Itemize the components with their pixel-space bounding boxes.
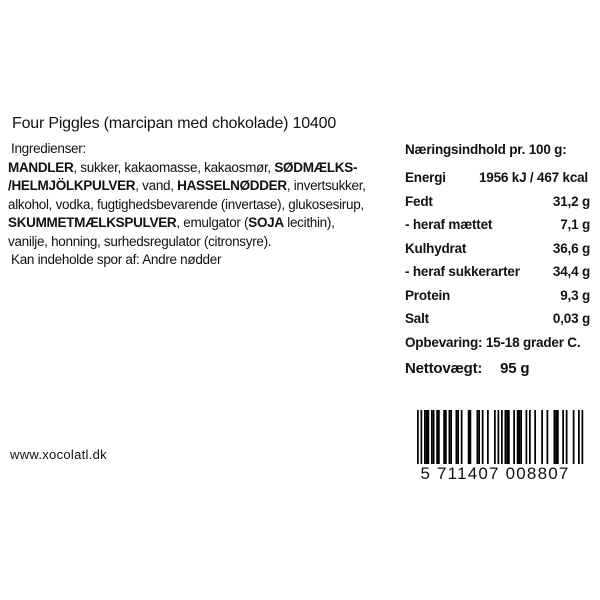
barcode-bar xyxy=(426,410,428,464)
barcode-bar xyxy=(534,410,536,464)
barcode-bar xyxy=(438,410,440,464)
net-weight xyxy=(405,355,590,383)
nutrition-row xyxy=(405,166,590,190)
barcode-bar xyxy=(468,410,470,464)
barcode-bar xyxy=(529,410,531,464)
nutrition-heading: Næringsindhold pr. 100 g: xyxy=(405,142,567,157)
ingredient-text: , vand, xyxy=(135,178,178,193)
barcode-bar xyxy=(519,410,521,464)
barcode-bar xyxy=(470,410,472,464)
barcode-digits: 5 711407 008807 xyxy=(405,464,585,484)
barcode-bar xyxy=(501,410,503,472)
barcode-bar xyxy=(477,410,479,464)
nutrition-row xyxy=(405,190,590,214)
barcode xyxy=(405,410,585,486)
nutrition-row xyxy=(405,284,590,308)
barcode-bar xyxy=(445,410,447,464)
barcode-bar xyxy=(494,410,496,464)
nutrition-row xyxy=(405,213,590,237)
nutrition-value: 36,6 g xyxy=(552,240,590,256)
barcode-bar xyxy=(478,410,480,464)
barcode-bar xyxy=(508,410,510,464)
allergen-text: /HELMJÖLKPULVER xyxy=(8,178,136,193)
ingredients-heading: Ingredienser: xyxy=(11,141,86,156)
barcode-bar xyxy=(547,410,549,464)
barcode-bar xyxy=(555,410,557,464)
barcode-bar xyxy=(517,410,519,464)
barcode-bar xyxy=(424,410,426,464)
nutrition-value: 9,3 g xyxy=(560,287,590,303)
ingredient-text: vanilje, honning, surhedsregulator (citronsyre). xyxy=(8,233,272,249)
allergen-text: SKUMMETMÆLKSPULVER xyxy=(8,215,177,230)
nutrition-label: - heraf sukkerarter xyxy=(405,264,520,279)
allergen-trace-note: Kan indeholde spor af: Andre nødder xyxy=(11,252,222,267)
ingredient-line xyxy=(8,233,378,252)
ingredients-list xyxy=(8,159,378,252)
barcode-bar xyxy=(562,410,564,464)
allergen-text: MANDLER xyxy=(8,159,74,175)
nutrition-table xyxy=(405,142,590,383)
barcode-bar xyxy=(482,410,484,464)
nutrition-label: Protein xyxy=(405,287,451,303)
barcode-bar xyxy=(428,410,430,464)
barcode-bar xyxy=(436,410,438,464)
nutrition-label: Fedt xyxy=(405,193,433,209)
net-weight-label: Nettovægt: xyxy=(405,359,483,377)
nutrition-label: Salt xyxy=(405,311,429,326)
barcode-bar xyxy=(487,410,489,464)
barcode-bar xyxy=(526,410,528,464)
barcode-bar xyxy=(557,410,559,464)
nutrition-label: - heraf mættet xyxy=(405,217,493,232)
barcode-bar xyxy=(506,410,508,464)
barcode-bar xyxy=(505,410,507,464)
barcode-bar xyxy=(433,410,435,464)
nutrition-value: 34,4 g xyxy=(552,264,590,279)
website-url: www.xocolatl.dk xyxy=(10,447,107,462)
barcode-bar xyxy=(566,410,568,464)
nutrition-value: 1956 kJ / 467 kcal xyxy=(478,170,588,185)
barcode-bar xyxy=(498,410,500,472)
barcode-bar xyxy=(456,410,458,464)
ingredient-text: lecithin), xyxy=(283,215,335,230)
barcode-bar xyxy=(431,410,433,464)
nutrition-value: 7,1 g xyxy=(560,217,590,232)
nutrition-value: 0,03 g xyxy=(552,311,590,326)
storage-info: Opbevaring: 15-18 grader C. xyxy=(405,334,581,350)
nutrition-row xyxy=(405,260,590,284)
barcode-bar xyxy=(421,410,423,472)
barcode-bar xyxy=(541,410,543,464)
barcode-bar xyxy=(582,410,584,472)
allergen-text: HASSELNØDDER xyxy=(177,178,287,193)
allergen-text: SØDMÆLKS- xyxy=(274,159,358,175)
ingredient-line xyxy=(8,177,378,196)
barcode-bar xyxy=(449,410,451,464)
barcode-bar xyxy=(573,410,575,464)
nutrition-row xyxy=(405,237,590,261)
nutrition-value: 31,2 g xyxy=(552,193,590,209)
nutrition-label: Kulhydrat xyxy=(405,240,467,256)
barcode-bar xyxy=(450,410,452,464)
allergen-text: SOJA xyxy=(248,215,284,230)
nutrition-row xyxy=(405,307,590,331)
ingredient-text: , emulgator ( xyxy=(176,215,249,230)
ingredients-block xyxy=(8,140,378,270)
barcode-bar xyxy=(520,410,522,464)
barcode-bar xyxy=(457,410,459,464)
barcode-bar xyxy=(554,410,556,464)
barcode-bar xyxy=(461,410,463,464)
product-title: Four Piggles (marcipan med chokolade) 10400 xyxy=(12,115,337,132)
ingredient-text: , invertsukker, xyxy=(286,178,366,193)
barcode-bar xyxy=(417,410,419,472)
barcode-bar xyxy=(513,410,515,464)
ingredient-text: , sukker, kakaomasse, kakaosmør, xyxy=(73,159,275,175)
barcode-bar xyxy=(443,410,445,464)
net-weight-value: 95 g xyxy=(500,359,530,377)
ingredient-text: alkohol, vodka, fugtighedsbevarende (invertase), glukosesirup, xyxy=(8,196,364,212)
nutrition-rows xyxy=(405,166,590,331)
ingredient-line xyxy=(8,159,378,178)
nutrition-label: Energi xyxy=(405,170,446,185)
ingredient-line xyxy=(8,214,378,233)
ingredient-line xyxy=(8,196,378,215)
barcode-bar xyxy=(578,410,580,472)
